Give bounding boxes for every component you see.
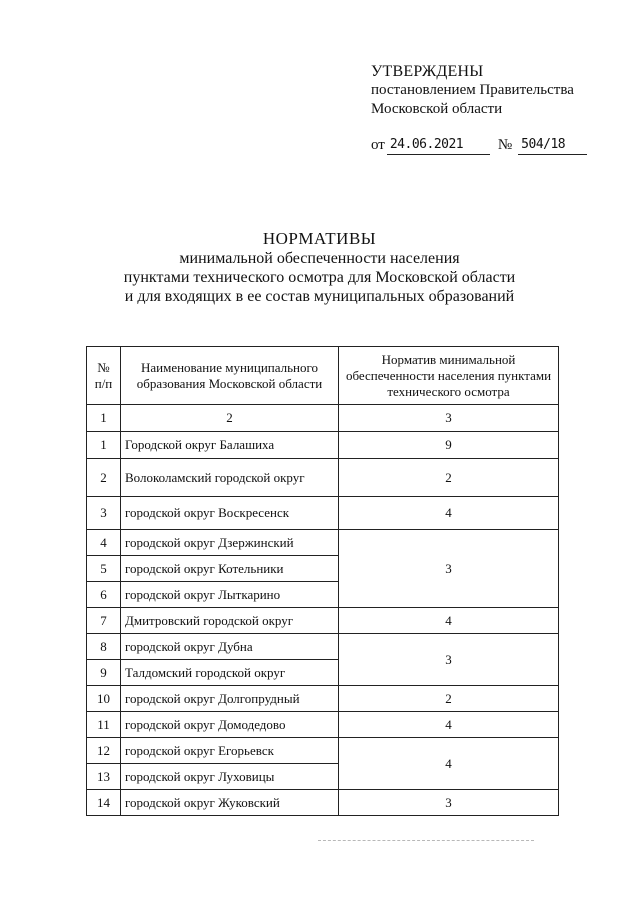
table-row	[87, 738, 559, 764]
norm-value: 2	[339, 686, 559, 712]
approval-signature-line	[371, 135, 587, 155]
municipality-name: городской округ Дзержинский	[121, 530, 339, 556]
heading-line-3: и для входящих в ее состав муниципальных образований	[124, 288, 515, 305]
municipality-name: Дмитровский городской округ	[121, 608, 339, 634]
row-number: 8	[87, 634, 121, 660]
norm-value-merged: 3	[339, 530, 559, 608]
municipality-name: Талдомский городской округ	[121, 660, 339, 686]
header-num: № п/п	[87, 347, 121, 405]
header-name: Наименование муниципального образования Московской области	[121, 347, 339, 405]
table-row	[87, 530, 559, 556]
row-number: 1	[87, 432, 121, 459]
document-heading	[0, 229, 639, 306]
number-label: №	[497, 137, 513, 153]
norm-value: 2	[339, 459, 559, 497]
municipality-name: городской округ Домодедово	[121, 712, 339, 738]
table-header-row	[87, 347, 559, 405]
column-number-3: 3	[339, 405, 559, 432]
row-number: 12	[87, 738, 121, 764]
approval-title: УТВЕРЖДЕНЫ	[371, 63, 484, 80]
approval-date: 24.06.2021	[387, 135, 490, 155]
norm-value-merged: 3	[339, 634, 559, 686]
row-number: 13	[87, 764, 121, 790]
municipality-name: городской округ Егорьевск	[121, 738, 339, 764]
norm-value: 4	[339, 497, 559, 530]
municipality-name: Волоколамский городской округ	[121, 459, 339, 497]
approval-line-2: Московской области	[371, 101, 503, 117]
municipality-name: Городской округ Балашиха	[121, 432, 339, 459]
date-prefix: от	[371, 137, 385, 153]
table-row	[87, 459, 559, 497]
row-number: 10	[87, 686, 121, 712]
heading-line-2: пунктами технического осмотра для Московской области	[123, 269, 516, 286]
row-number: 6	[87, 582, 121, 608]
municipality-name: городской округ Воскресенск	[121, 497, 339, 530]
row-number: 14	[87, 790, 121, 816]
municipality-name: городской округ Лыткарино	[121, 582, 339, 608]
row-number: 3	[87, 497, 121, 530]
approval-block	[371, 62, 587, 155]
norm-value: 3	[339, 790, 559, 816]
row-number: 5	[87, 556, 121, 582]
municipality-name: городской округ Жуковский	[121, 790, 339, 816]
column-number-1: 1	[87, 405, 121, 432]
municipality-name: городской округ Долгопрудный	[121, 686, 339, 712]
table-row	[87, 686, 559, 712]
row-number: 9	[87, 660, 121, 686]
column-number-row	[87, 405, 559, 432]
table-row	[87, 634, 559, 660]
row-number: 4	[87, 530, 121, 556]
norm-value: 4	[339, 712, 559, 738]
norm-value: 4	[339, 608, 559, 634]
footer-divider	[318, 840, 534, 841]
approval-line-1: постановлением Правительства	[371, 82, 574, 98]
municipality-name: городской округ Котельники	[121, 556, 339, 582]
table-row	[87, 790, 559, 816]
row-number: 7	[87, 608, 121, 634]
heading-title: НОРМАТИВЫ	[262, 229, 377, 248]
table-row	[87, 432, 559, 459]
column-number-2: 2	[121, 405, 339, 432]
header-norm: Норматив минимальной обеспеченности населения пунктами технического осмотра	[339, 347, 559, 405]
municipality-name: городской округ Дубна	[121, 634, 339, 660]
norm-value: 9	[339, 432, 559, 459]
approval-number: 504/18	[518, 135, 587, 155]
table-row	[87, 712, 559, 738]
heading-line-1: минимальной обеспеченности населения	[179, 250, 460, 267]
table-row	[87, 608, 559, 634]
norms-table	[86, 346, 559, 816]
table-row	[87, 497, 559, 530]
municipality-name: городской округ Луховицы	[121, 764, 339, 790]
row-number: 2	[87, 459, 121, 497]
row-number: 11	[87, 712, 121, 738]
norm-value-merged: 4	[339, 738, 559, 790]
